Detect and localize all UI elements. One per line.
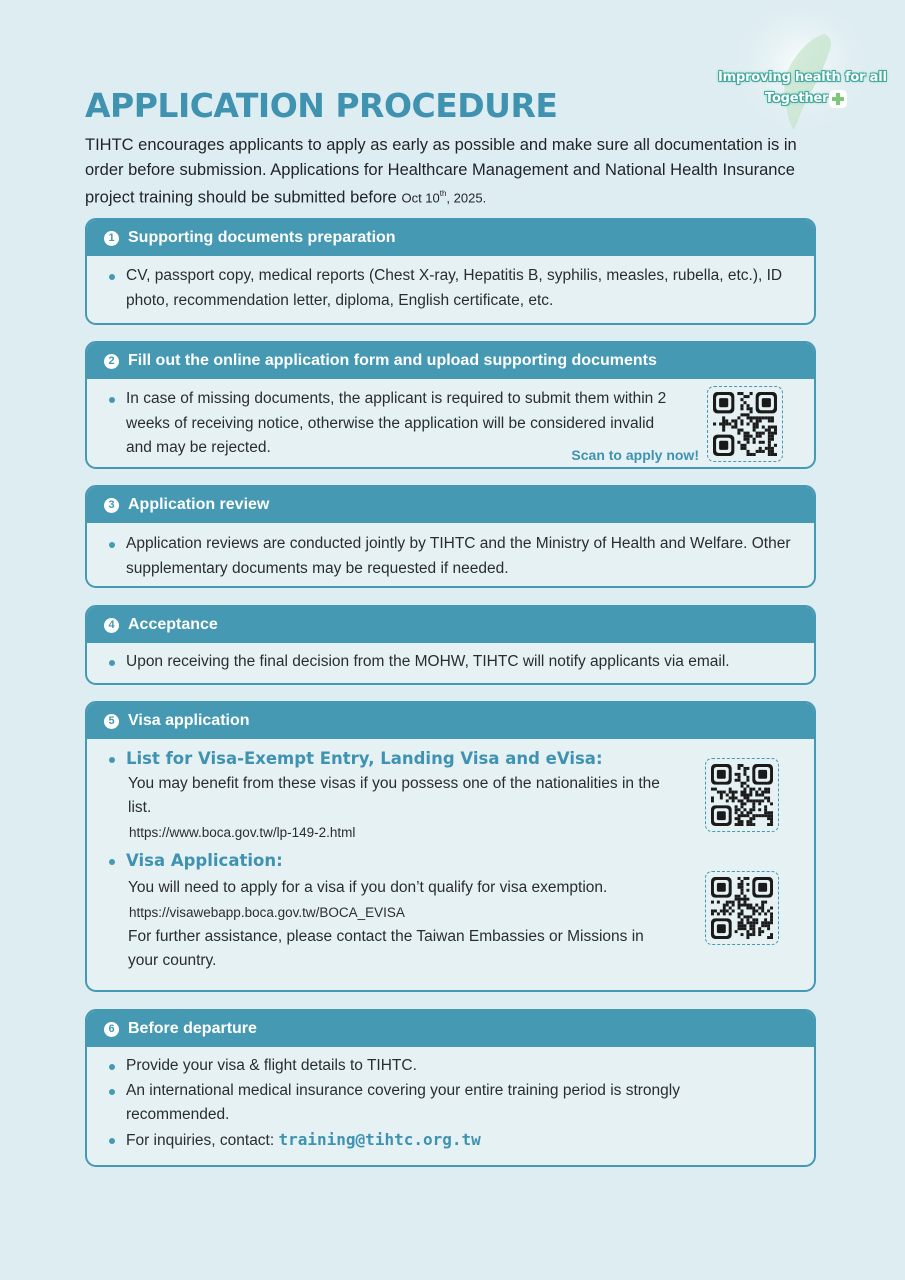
list-item: Upon receiving the final decision from the MOHW, TIHTC will notify applicants via email. [107, 650, 798, 675]
logo-tagline-line2: Together [765, 91, 829, 106]
intro-paragraph: TIHTC encourages applicants to apply as early as possible and make sure all documentation is in order before submission. Applications for Healthcare Management and National Health Insurance project training should be submitted before Oct 10th, 2025. [85, 136, 797, 207]
step-title: Acceptance [128, 616, 218, 633]
visa-apply-text: You will need to apply for a visa if you don’t qualify for visa exemption. [128, 879, 608, 896]
visa-apply-heading: Visa Application: [107, 849, 661, 874]
step-card-1 [85, 218, 816, 325]
list-item: CV, passport copy, medical reports (Chest X-ray, Hepatitis B, syphilis, measles, rubella, etc.), ID photo, recommendation letter, diploma, English certificate, etc. [107, 264, 798, 313]
step-card-4 [85, 605, 816, 685]
list-item: An international medical insurance covering your entire training period is strongly recommended. [107, 1079, 711, 1128]
step-header [87, 1011, 814, 1047]
step-number-badge: 4 [104, 618, 119, 633]
qr-code-icon[interactable] [705, 758, 779, 832]
step-number-badge: 6 [104, 1022, 119, 1037]
visa-exempt-heading: List for Visa-Exempt Entry, Landing Visa and eVisa: [107, 747, 661, 772]
step-number-badge: 5 [104, 714, 119, 729]
step-card-3 [85, 485, 816, 588]
step-number-badge: 1 [104, 231, 119, 246]
list-item: Provide your visa & flight details to TIHTC. [107, 1054, 711, 1079]
list-item: For inquiries, contact: training@tihtc.org.tw [107, 1128, 711, 1154]
step-card-6 [85, 1009, 816, 1167]
step-header [87, 607, 814, 643]
step-title: Application review [128, 496, 270, 513]
step-number-badge: 2 [104, 354, 119, 369]
qr-code-icon[interactable] [705, 871, 779, 945]
step-card-2 [85, 341, 816, 469]
list-item: In case of missing documents, the applicant is required to submit them within 2 weeks of receiving notice, otherwise the application will be considered invalid and may be rejected. [107, 387, 671, 461]
scan-to-apply-label: Scan to apply now! [571, 447, 699, 463]
visa-exempt-text: You may benefit from these visas if you possess one of the nationalities in the list. [128, 774, 660, 816]
step-card-5 [85, 701, 816, 992]
visa-exempt-link[interactable]: https://www.boca.gov.tw/lp-149-2.html [129, 824, 356, 840]
step-title: Fill out the online application form and upload supporting documents [128, 352, 657, 369]
step-header [87, 220, 814, 256]
step-title: Visa application [128, 712, 250, 729]
visa-assistance-text: For further assistance, please contact the Taiwan Embassies or Missions in your country. [128, 927, 644, 969]
plus-icon [828, 89, 848, 109]
page-title: APPLICATION PROCEDURE [85, 86, 558, 125]
visa-apply-link[interactable]: https://visawebapp.boca.gov.tw/BOCA_EVISA [129, 904, 405, 920]
list-item: Application reviews are conducted jointly by TIHTC and the Ministry of Health and Welfare. Other supplementary documents may be requested if needed. [107, 532, 798, 581]
step-header [87, 487, 814, 523]
step-number-badge: 3 [104, 498, 119, 513]
step-header [87, 703, 814, 739]
logo-tagline-line1: Improving health for all [718, 70, 887, 85]
contact-email-link[interactable]: training@tihtc.org.tw [278, 1129, 481, 1149]
step-header [87, 343, 814, 379]
qr-code-icon[interactable] [707, 386, 783, 462]
step-title: Supporting documents preparation [128, 229, 396, 246]
step-title: Before departure [128, 1020, 257, 1037]
